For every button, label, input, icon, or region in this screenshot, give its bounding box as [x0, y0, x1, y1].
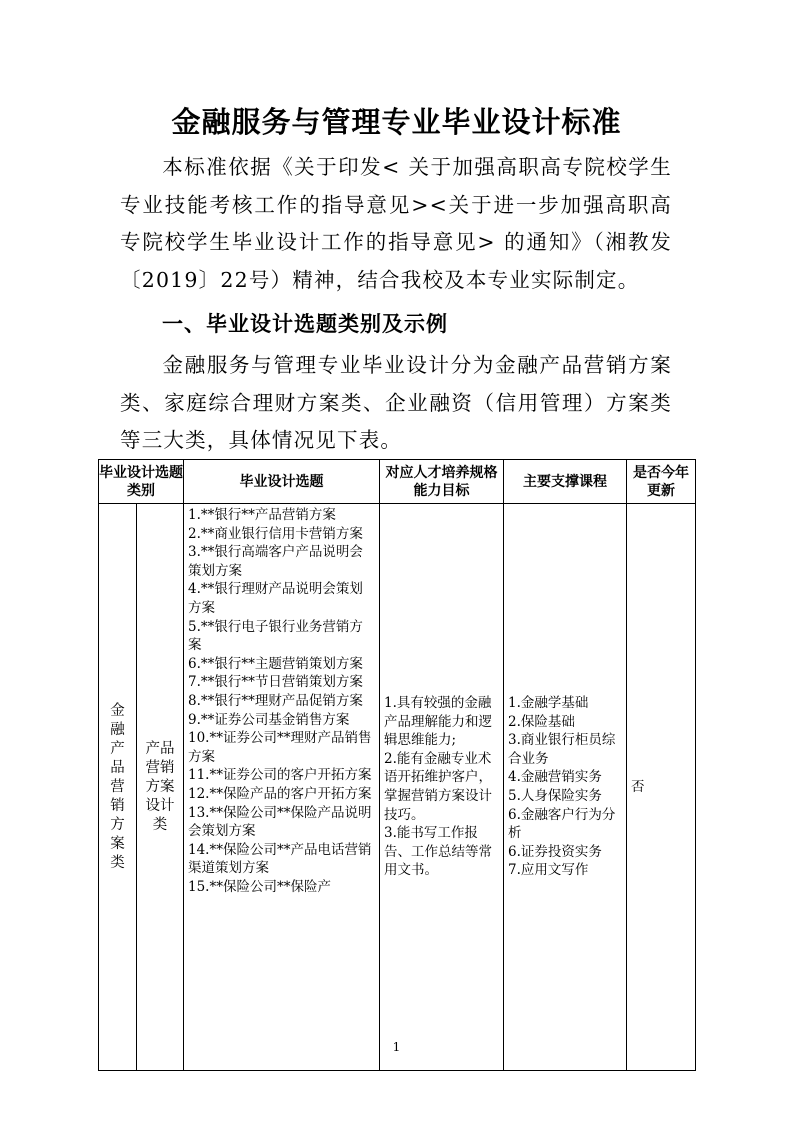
section-heading: 一、毕业设计选题类别及示例 — [162, 312, 448, 336]
header-topic: 毕业设计选题 — [184, 460, 380, 504]
list-item: 5.人身保险实务 — [508, 788, 602, 804]
header-update: 是否今年更新 — [627, 460, 696, 504]
list-item: 14.**保险公司**产品电话营销渠道策划方案 — [188, 841, 372, 877]
category-cell — [99, 504, 137, 1071]
list-item: 1.**银行**产品营销方案 — [188, 507, 336, 523]
list-item: 15.**保险公司**保险产 — [188, 878, 331, 895]
intro-text: 本标准依据《关于印发< 关于加强高职高专院校学生专业技能考核工作的指导意见><关于进一步加强高职高专院校学生毕业设计工作的指导意见> 的通知》（湘教发〔2019〕22号）精神，结合我校及本专业实际制定。 — [120, 155, 672, 292]
list-item: 1.具有较强的金融产品理解能力和逻辑思维能力; — [384, 695, 492, 749]
subcategory-text: 产品营销方案设计类 — [145, 740, 175, 833]
topics-cell — [184, 504, 380, 1071]
list-item: 5.**银行电子银行业务营销方案 — [188, 618, 363, 654]
table-row — [99, 504, 696, 1071]
topics-list — [184, 504, 379, 1070]
list-item: 9.**证券公司基金销售方案 — [188, 711, 350, 728]
ability-cell — [380, 504, 504, 1071]
courses-cell — [504, 504, 627, 1071]
list-item: 6.证券投资实务 — [508, 843, 602, 860]
list-item: 3.商业银行柜员综合业务 — [508, 732, 616, 767]
list-item: 7.**银行**节日营销策划方案 — [188, 674, 363, 691]
update-value: 否 — [631, 778, 645, 795]
list-item: 3.**银行高端客户产品说明会策划方案 — [188, 544, 363, 579]
list-item: 12.**保险产品的客户开拓方案 — [188, 785, 372, 802]
list-item: 4.金融营销实务 — [508, 769, 602, 786]
list-item: 11.**证券公司的客户开拓方案 — [188, 767, 372, 784]
list-item: 4.**银行理财产品说明会策划方案 — [188, 581, 363, 616]
document-title: 金融服务与管理专业毕业设计标准 — [171, 105, 622, 139]
category-text: 金融产品营销方案类 — [110, 702, 125, 871]
list-item: 1.金融学基础 — [508, 695, 589, 712]
list-item: 2.保险基础 — [508, 713, 575, 730]
list-item: 6.**银行**主题营销策划方案 — [188, 655, 363, 672]
overview-paragraph — [120, 347, 672, 460]
page-number: 1 — [392, 1040, 401, 1054]
header-courses: 主要支撑课程 — [504, 460, 627, 504]
topics-table — [98, 459, 696, 1071]
table-header-row — [99, 460, 696, 504]
list-item: 6.金融客户行为分析 — [508, 806, 616, 842]
ability-list — [380, 694, 503, 880]
header-ability: 对应人才培养规格能力目标 — [380, 460, 504, 504]
overview-text: 金融服务与管理专业毕业设计分为金融产品营销方案类、家庭综合理财方案类、企业融资（信用管理）方案类等三大类，具体情况见下表。 — [120, 353, 672, 452]
intro-paragraph — [120, 149, 672, 299]
list-item: 8.**银行**理财产品促销方案 — [188, 692, 363, 709]
list-item: 2.能有金融专业术语开拓维护客户，掌握营销方案设计技巧。 — [384, 750, 492, 823]
list-item: 2.**商业银行信用卡营销方案 — [188, 525, 363, 542]
list-item: 3.能书写工作报告、工作总结等常用文书。 — [384, 825, 492, 879]
list-item: 7.应用文写作 — [508, 862, 589, 879]
courses-list — [504, 694, 626, 880]
header-category: 毕业设计选题类别 — [99, 460, 184, 504]
update-cell — [627, 504, 696, 1071]
list-item: 10.**证券公司**理财产品销售方案 — [188, 730, 372, 765]
list-item: 13.**保险公司**保险产品说明会策划方案 — [188, 804, 372, 840]
subcategory-cell — [137, 504, 184, 1071]
